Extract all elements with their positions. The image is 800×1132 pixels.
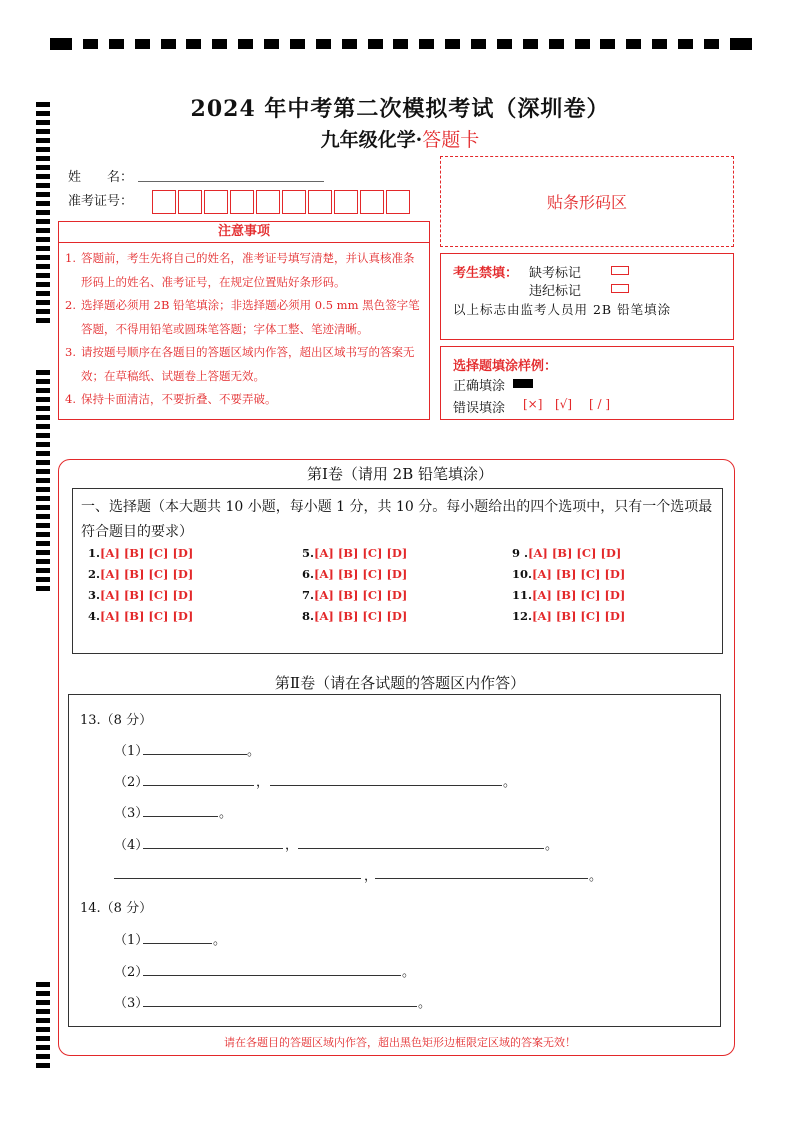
wrong-mark: [√] [555,397,573,411]
page-title: 2024 年中考第二次模拟考试（深圳卷） [190,96,610,122]
wrong-mark: [×] [523,397,543,411]
period: 。 [219,806,233,821]
q13-part-1-label: （1） [114,744,149,759]
answer-row-11[interactable]: 11.[A] [B] [C] [D] [512,588,626,602]
barcode-area [440,156,734,247]
answer-row-4[interactable]: 4.[A] [B] [C] [D] [88,609,194,623]
answer-row-10[interactable]: 10.[A] [B] [C] [D] [512,567,626,581]
period: 。 [247,744,261,759]
name-field[interactable] [138,181,324,182]
period: 。 [545,838,559,853]
wrong-mark: [ / ] [589,397,611,411]
q14-2-answer-line[interactable] [143,975,401,976]
sample-label: 选择题填涂样例： [453,359,558,374]
id-boxes[interactable] [152,190,412,214]
left-timing-marks-3 [36,982,50,1068]
violation-mark-box[interactable] [611,284,629,293]
period: 。 [418,996,432,1011]
q13-4d-answer-line[interactable] [375,878,588,879]
period: 。 [589,869,603,884]
notice-heading: 注意事项 [59,222,429,243]
q13-1-answer-line[interactable] [143,754,247,755]
forbid-note: 以上标志由监考人员用 2B 铅笔填涂 [453,302,672,317]
q14-heading: 14.（8 分） [80,901,153,916]
q13-part-4-label: （4） [114,838,149,853]
q14-part-2-label: （2） [114,965,149,980]
forbid-box [440,253,734,340]
absent-mark-box[interactable] [611,266,629,275]
answer-row-6[interactable]: 6.[A] [B] [C] [D] [302,567,408,581]
answer-row-8[interactable]: 8.[A] [B] [C] [D] [302,609,408,623]
comma: ， [285,838,299,853]
q13-4a-answer-line[interactable] [143,848,283,849]
period: 。 [213,933,227,948]
period: 。 [503,775,517,790]
correct-fill-mark [513,379,533,388]
comma: ， [256,775,270,790]
written-answer-box [68,694,721,1027]
section2-title: 第Ⅱ卷（请在各试题的答题区内作答） [274,674,526,692]
q13-2b-answer-line[interactable] [270,785,502,786]
q13-4c-answer-line[interactable] [114,878,361,879]
notice-item: 2. 选择题必须用 2B 铅笔填涂；非选择题必须用 0.5 mm 黑色签字笔答题，不得用铅笔或圆珠笔答题；字体工整、笔迹清晰。 [65,298,420,336]
fill-sample-box [440,346,734,420]
q13-4b-answer-line[interactable] [298,848,544,849]
notice-box [58,221,430,420]
answer-row-1[interactable]: 1.[A] [B] [C] [D] [88,546,194,560]
q13-2a-answer-line[interactable] [143,785,254,786]
q13-heading: 13.（8 分） [80,713,153,728]
comma: ， [364,869,378,884]
q14-part-3-label: （3） [114,996,149,1011]
notice-item: 3. 请按题号顺序在各题目的答题区域内作答，超出区域书写的答案无效；在草稿纸、试题卷上答题无效。 [65,345,415,383]
period: 。 [402,965,416,980]
id-label: 准考证号： [68,194,134,209]
answer-row-12[interactable]: 12.[A] [B] [C] [D] [512,609,626,623]
q13-3-answer-line[interactable] [143,816,218,817]
correct-label: 正确填涂 [453,379,506,394]
answer-row-3[interactable]: 3.[A] [B] [C] [D] [88,588,194,602]
forbid-label: 考生禁填： [453,266,519,281]
barcode-label: 贴条形码区 [546,193,627,212]
q14-1-answer-line[interactable] [143,943,212,944]
footer-warning: 请在各题目的答题区域内作答，超出黑色矩形边框限定区域的答案无效！ [224,1036,576,1049]
notice-item: 1. 答题前，考生先将自己的姓名，准考证号填写清楚，并认真核准条形码上的姓名、准考证号，在规定位置贴好条形码。 [65,251,415,289]
mcq-instructions: 一、选择题（本大题共 10 小题，每小题 1 分，共 10 分。每小题给出的四个选项中，只有一个选项最符合题目的要求） [81,499,713,540]
section1-title: 第Ⅰ卷（请用 2B 铅笔填涂） [306,465,494,483]
answer-row-2[interactable]: 2.[A] [B] [C] [D] [88,567,194,581]
q13-part-2-label: （2） [114,775,149,790]
name-label: 姓 名： [68,170,134,185]
q14-3-answer-line[interactable] [143,1006,417,1007]
subtitle-red: 答题卡 [422,129,480,151]
violation-label: 违纪标记 [529,284,582,299]
wrong-label: 错误填涂 [453,401,506,416]
page-subtitle [0,125,800,152]
q13-part-3-label: （3） [114,806,149,821]
q14-part-1-label: （1） [114,933,149,948]
answer-row-7[interactable]: 7.[A] [B] [C] [D] [302,588,408,602]
absent-label: 缺考标记 [529,266,582,281]
subtitle-main: 九年级化学· [320,129,423,151]
notice-item: 4. 保持卡面清洁，不要折叠、不要弄破。 [65,392,277,406]
answer-row-5[interactable]: 5.[A] [B] [C] [D] [302,546,408,560]
top-timing-marks [50,38,752,50]
answer-row-9[interactable]: 9 .[A] [B] [C] [D] [512,546,622,560]
